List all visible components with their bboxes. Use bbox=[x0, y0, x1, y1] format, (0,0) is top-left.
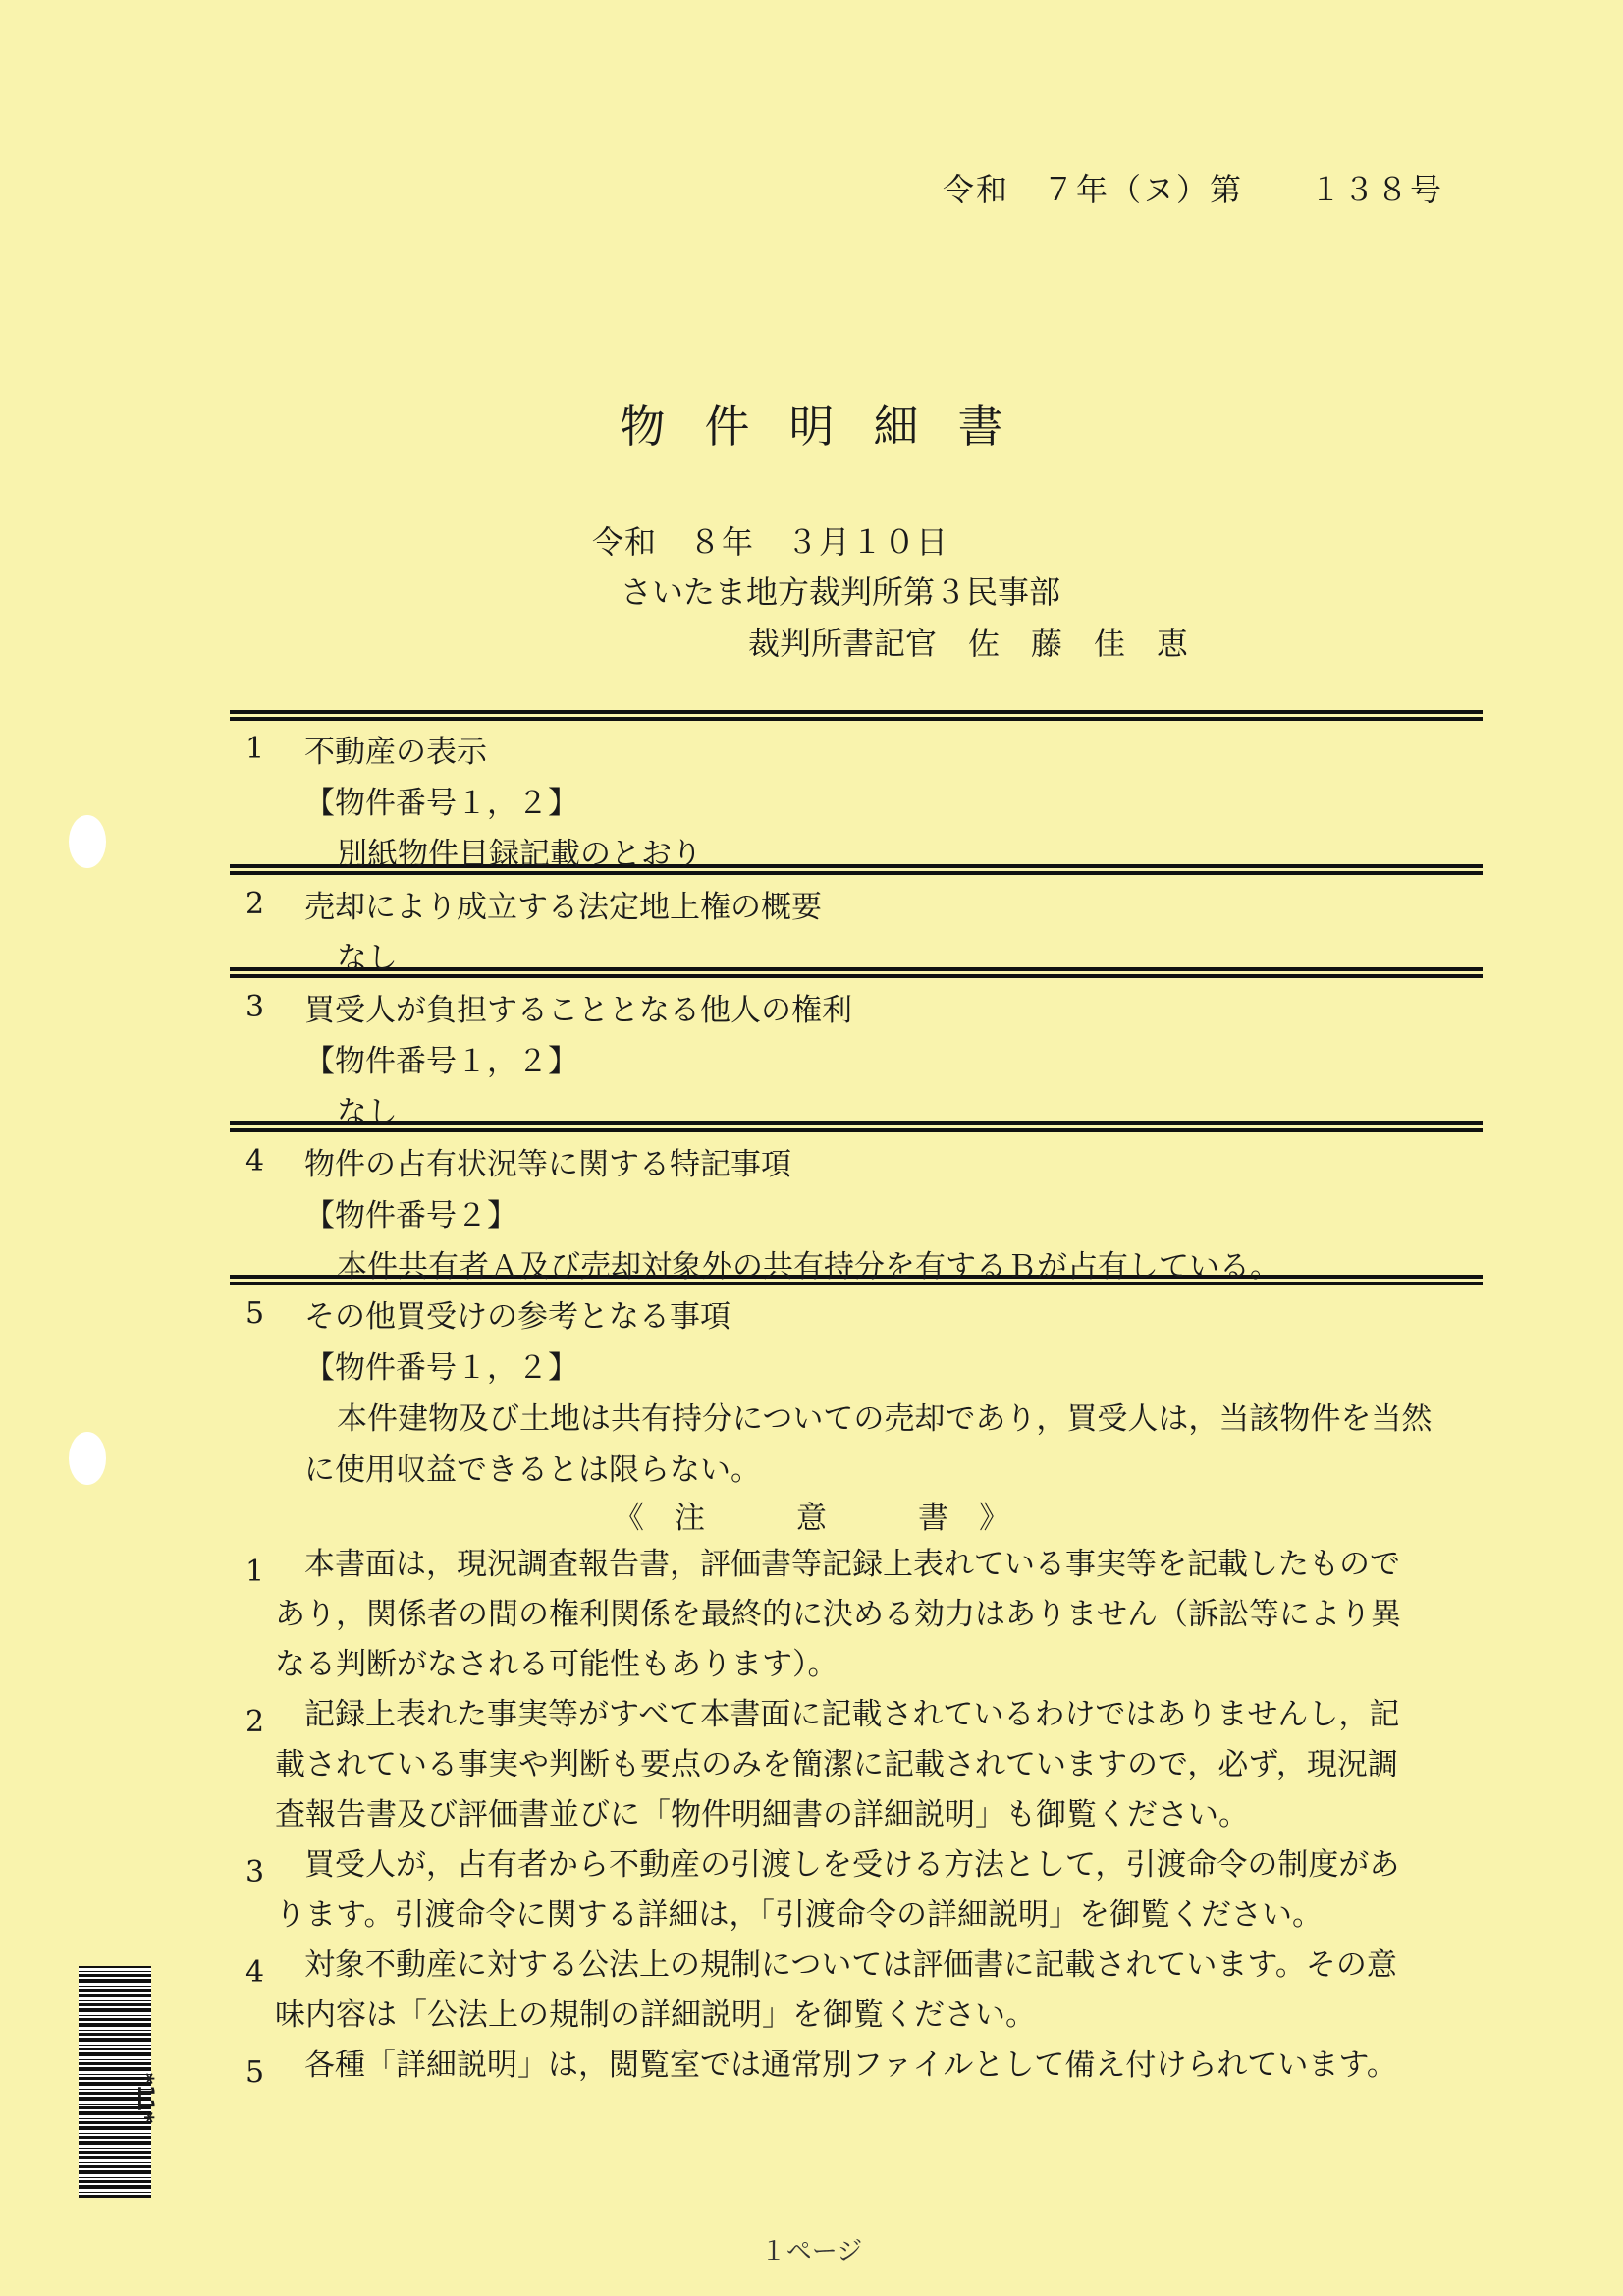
clerk-name: 裁判所書記官 佐 藤 佳 恵 bbox=[748, 625, 1189, 662]
property-number: 【物件番号１，２】 bbox=[304, 1350, 578, 1386]
notice-line: 載されている事実や判断も要点のみを簡潔に記載されていますので，必ず，現況調 bbox=[275, 1747, 1398, 1782]
section-text: なし bbox=[337, 941, 398, 976]
notice-number: 5 bbox=[245, 2055, 265, 2090]
section-heading: 物件の占有状況等に関する特記事項 bbox=[304, 1147, 791, 1182]
notice-number: 1 bbox=[245, 1555, 265, 1589]
notice-line: あり，関係者の間の権利関係を最終的に決める効力はありません（訴訟等により異 bbox=[275, 1597, 1401, 1632]
section-text: なし bbox=[337, 1095, 398, 1130]
notice-line: 査報告書及び評価書並びに「物件明細書の詳細説明」も御覧ください。 bbox=[275, 1797, 1249, 1832]
property-number: 【物件番号１，２】 bbox=[304, 1044, 578, 1079]
notice-line: 味内容は「公法上の規制の詳細説明」を御覧ください。 bbox=[275, 1997, 1036, 2033]
notice-line: 記録上表れた事実等がすべて本書面に記載されているわけではありませんし，記 bbox=[304, 1697, 1400, 1732]
property-number: 【物件番号１，２】 bbox=[304, 786, 578, 821]
notice-line: なる判断がなされる可能性もあります）。 bbox=[275, 1647, 839, 1682]
section-heading: 買受人が負担することとなる他人の権利 bbox=[304, 993, 852, 1028]
issue-date: 令和 ８年 ３月１０日 bbox=[592, 523, 949, 561]
document-title: 物件明細書 bbox=[620, 400, 1043, 453]
section-heading: 売却により成立する法定地上権の概要 bbox=[304, 890, 822, 925]
barcode-label: *11* bbox=[133, 2072, 157, 2124]
notice-number: 4 bbox=[245, 1955, 265, 1990]
notice-line: 本書面は，現況調査報告書，評価書等記録上表れている事実等を記載したもので bbox=[304, 1547, 1400, 1582]
section-text: 本件共有者Ａ及び売却対象外の共有持分を有するＢが占有している。 bbox=[337, 1249, 1280, 1285]
section-divider bbox=[230, 967, 1483, 978]
page-number: １ページ bbox=[760, 2237, 863, 2267]
punch-hole bbox=[69, 815, 106, 868]
punch-hole bbox=[69, 1432, 106, 1485]
section-number: 1 bbox=[245, 732, 265, 766]
section-text: 本件建物及び土地は共有持分についての売却であり，買受人は，当該物件を当然 bbox=[337, 1401, 1433, 1437]
section-heading: その他買受けの参考となる事項 bbox=[304, 1299, 730, 1335]
notice-line: 対象不動産に対する公法上の規制については評価書に記載されています。その意 bbox=[304, 1947, 1397, 1983]
notice-number: 2 bbox=[245, 1705, 265, 1739]
notice-line: 各種「詳細説明」は，閲覧室では通常別ファイルとして備え付けられています。 bbox=[304, 2048, 1397, 2083]
section-number: 5 bbox=[245, 1296, 265, 1331]
section-heading: 不動産の表示 bbox=[304, 735, 487, 770]
notice-line: 買受人が，占有者から不動産の引渡しを受ける方法として，引渡命令の制度があ bbox=[304, 1847, 1400, 1883]
notice-number: 3 bbox=[245, 1855, 265, 1889]
section-divider bbox=[230, 710, 1483, 721]
section-text: 別紙物件目録記載のとおり bbox=[337, 837, 702, 872]
notice-line: ります。引渡命令に関する詳細は，「引渡命令の詳細説明」を御覧ください。 bbox=[275, 1897, 1324, 1933]
section-number: 4 bbox=[245, 1144, 265, 1178]
case-number: 令和 ７年（ヌ）第 １３８号 bbox=[943, 171, 1444, 208]
notice-title: 《 注 意 書 》 bbox=[614, 1501, 1009, 1536]
court-name: さいたま地方裁判所第３民事部 bbox=[621, 574, 1061, 611]
property-number: 【物件番号２】 bbox=[304, 1198, 517, 1233]
section-number: 3 bbox=[245, 990, 265, 1024]
section-divider bbox=[230, 1121, 1483, 1132]
section-number: 2 bbox=[245, 887, 265, 921]
section-text: に使用収益できるとは限らない。 bbox=[304, 1452, 761, 1488]
